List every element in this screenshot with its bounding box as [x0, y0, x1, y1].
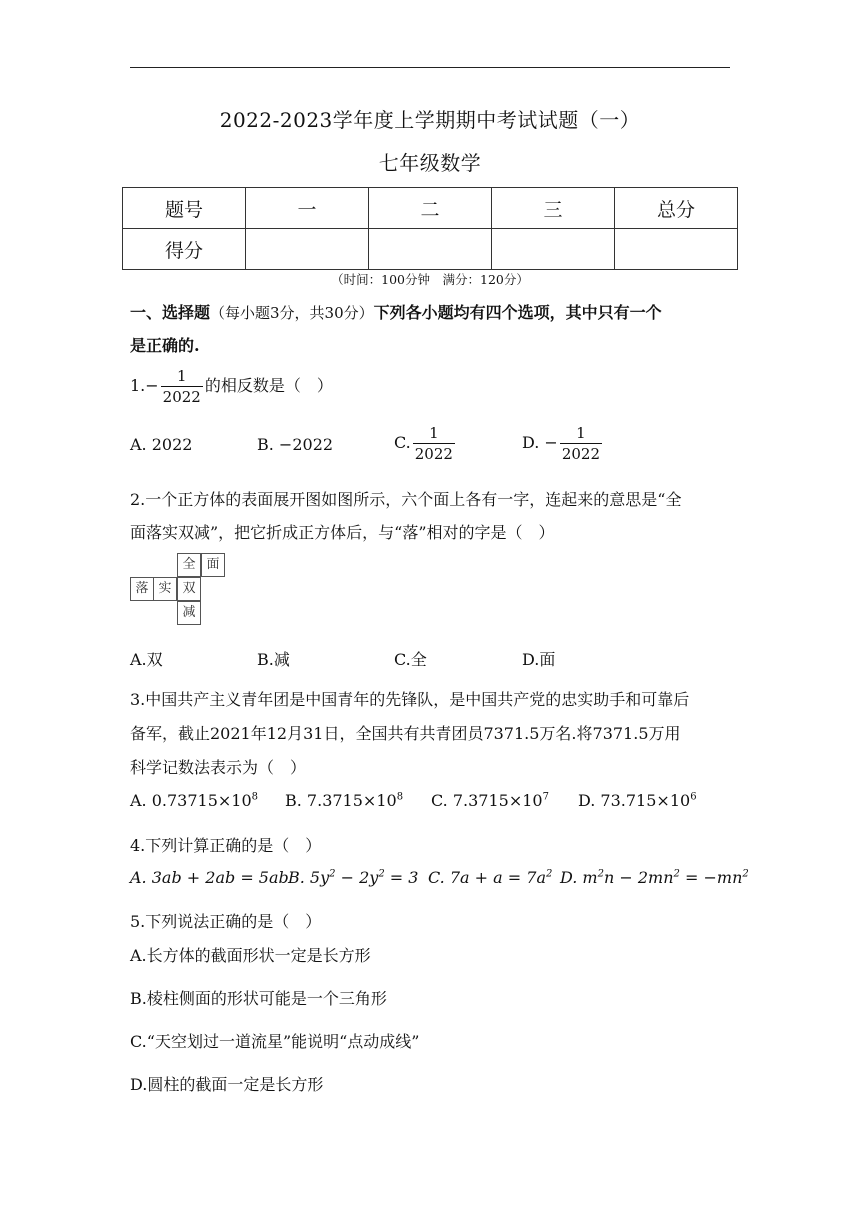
- cube-net-figure: [130, 553, 230, 629]
- question-3-line2: 备军，截止2021年12月31日，全国共有共青团员7371.5万名.将7371.5万用: [130, 724, 681, 743]
- score-input-cell: [615, 229, 738, 270]
- score-input-cell: [369, 229, 492, 270]
- section-heading-rest: 下列各小题均有四个选项，其中只有一个: [373, 303, 662, 322]
- net-face: 双: [177, 577, 201, 601]
- question-2-line1: 2.一个正方体的表面展开图如图所示，六个面上各有一字，连起来的意思是“全: [130, 490, 682, 509]
- score-input-cell: [492, 229, 615, 270]
- score-cell: 一: [246, 188, 369, 229]
- score-input-cell: [246, 229, 369, 270]
- net-face: 实: [153, 577, 177, 601]
- q1-option-a: A. 2022: [130, 435, 193, 454]
- q1-numerator: 1: [161, 366, 203, 387]
- question-5: 5.下列说法正确的是（ ）: [130, 912, 322, 931]
- score-cell: 三: [492, 188, 615, 229]
- q5-option-b: B.棱柱侧面的形状可能是一个三角形: [130, 989, 387, 1008]
- score-cell: 二: [369, 188, 492, 229]
- question-4: 4.下列计算正确的是（ ）: [130, 836, 322, 855]
- time-note: （时间：100分钟 满分：120分）: [331, 272, 529, 287]
- section-heading: [130, 300, 662, 323]
- q4-option-d: D. $m^2n - 2mn^2 = -mn^2$: [560, 868, 749, 887]
- q3-option-b: B. $7.3715\times 10^8$: [285, 791, 404, 810]
- q2-option-a: A.双: [130, 650, 163, 669]
- question-3-line1: 3.中国共产主义青年团是中国青年的先锋队，是中国共产党的忠实助手和可靠后: [130, 690, 690, 709]
- q2-option-c: C.全: [394, 650, 427, 669]
- exam-title: 2022-2023学年度上学期期中考试试题（一）: [219, 108, 641, 132]
- q2-option-b: B.减: [257, 650, 290, 669]
- score-cell: 题号: [123, 188, 246, 229]
- header-rule: [130, 67, 730, 68]
- net-face: 落: [130, 577, 154, 601]
- q1-option-b: B. −2022: [257, 435, 334, 454]
- net-face: 面: [201, 553, 225, 577]
- q5-option-c: C.“天空划过一道流星”能说明“点动成线”: [130, 1032, 420, 1051]
- score-table-header-row: [123, 188, 738, 229]
- question-3-line3: 科学记数法表示为（ ）: [130, 758, 307, 777]
- q1-prefix: 1.: [130, 376, 146, 395]
- section-heading-line2: 是正确的.: [130, 336, 200, 355]
- q1-denominator: 2022: [162, 388, 201, 406]
- net-face: 全: [177, 553, 201, 577]
- q1-option-c: C. $\frac{1}{2022}$: [394, 424, 453, 463]
- q4-option-b: B. $5y^2 - 2y^2 = 3$: [288, 868, 419, 887]
- score-table: [122, 187, 738, 270]
- q1-option-d: D. − $\frac{1}{2022}$: [522, 424, 601, 463]
- q4-option-c: C. $7a + a = 7a^2$: [428, 868, 553, 887]
- q1-d-fraction: $\frac{1}{2022}$: [561, 424, 601, 463]
- question-1: [130, 366, 333, 407]
- q1-sign: −: [145, 376, 159, 395]
- q1-stem: 的相反数是（ ）: [204, 376, 333, 395]
- section-heading-title: 一、选择题: [130, 303, 211, 322]
- exam-subtitle: 七年级数学: [378, 151, 482, 175]
- q4-option-a: A. 3ab + 2ab = 5ab: [130, 868, 289, 887]
- question-2-line2: 面落实双减”，把它折成正方体后，与“落”相对的字是（ ）: [130, 523, 555, 542]
- q3-option-d: D. $73.715\times 10^6$: [578, 791, 697, 810]
- q5-option-d: D.圆柱的截面一定是长方形: [130, 1075, 324, 1094]
- q2-option-d: D.面: [522, 650, 556, 669]
- score-cell: 得分: [123, 229, 246, 270]
- score-cell: 总分: [615, 188, 738, 229]
- score-table-score-row: [123, 229, 738, 270]
- section-heading-note: （每小题3分，共30分）: [210, 304, 374, 322]
- q3-option-c: C. $7.3715\times 10^7$: [431, 791, 549, 810]
- q1-c-fraction: $\frac{1}{2022}$: [414, 424, 453, 463]
- q5-option-a: A.长方体的截面形状一定是长方形: [130, 946, 371, 965]
- q3-option-a: A. $0.73715\times 10^8$: [130, 791, 259, 810]
- net-face: 减: [177, 601, 201, 625]
- q1-fraction: [161, 366, 203, 407]
